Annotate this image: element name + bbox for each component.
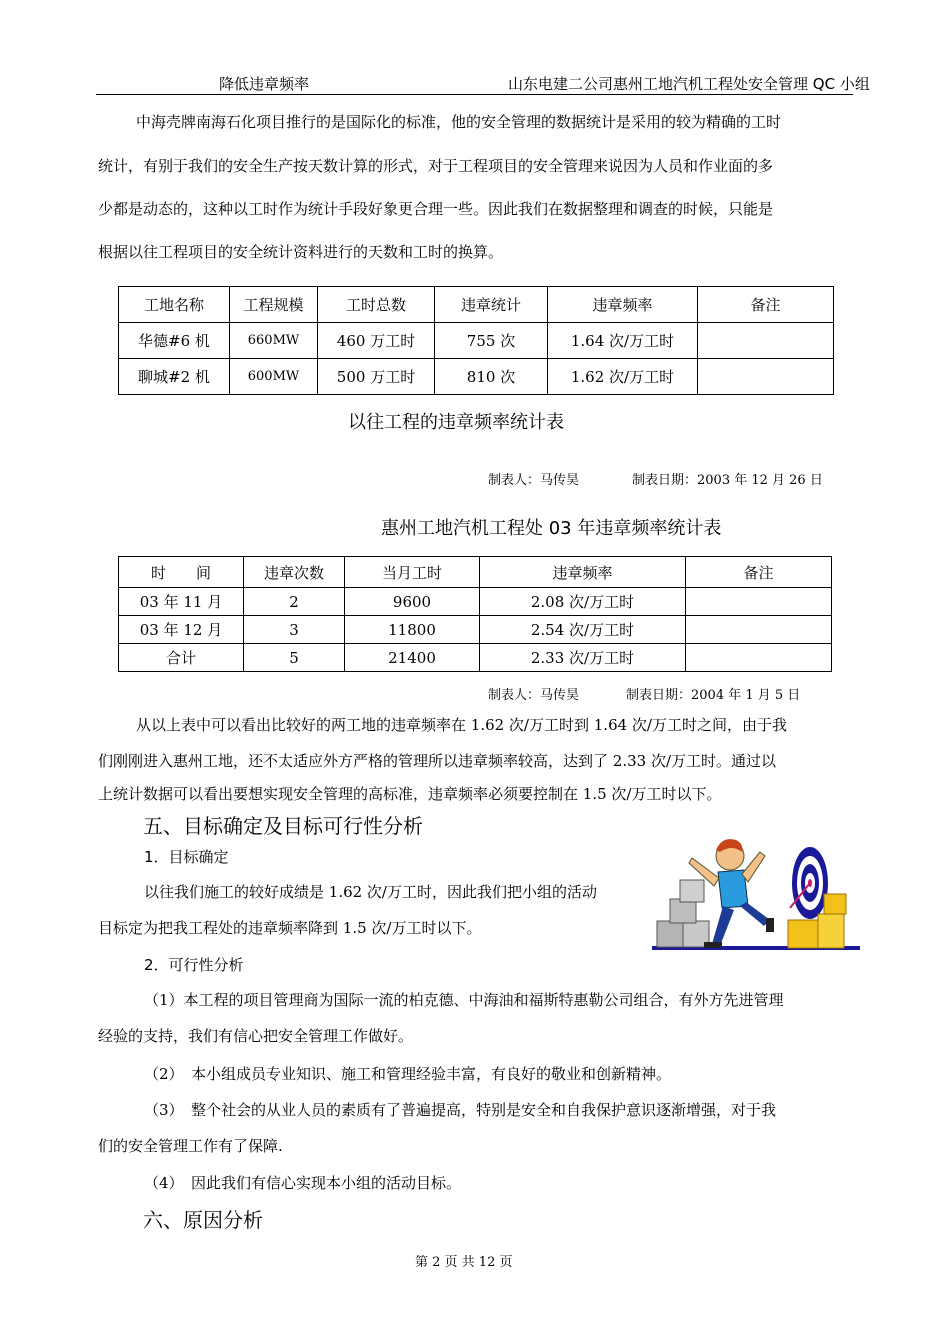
table-header-cell: 违章频率 — [548, 287, 698, 323]
table-cell: 660MW — [230, 323, 318, 359]
header-rule — [96, 94, 853, 95]
section5-subheading-2: 2．可行性分析 — [144, 956, 244, 974]
intro-line-4: 根据以往工程项目的安全统计资料进行的天数和工时的换算。 — [98, 243, 504, 261]
table-header-row — [119, 287, 834, 323]
page-number-footer: 第 2 页 共 12 页 — [415, 1255, 513, 1270]
table-cell: 755 次 — [435, 323, 548, 359]
table-cell: 9600 — [345, 588, 480, 616]
section5-subheading-1: 1．目标确定 — [144, 848, 229, 866]
table-cell: 2.08 次/万工时 — [480, 588, 686, 616]
table-cell: 2 — [244, 588, 345, 616]
header-right-title: 山东电建二公司惠州工地汽机工程处安全管理 QC 小组 — [508, 75, 870, 93]
table-row — [119, 588, 832, 616]
table-cell — [686, 616, 832, 644]
historical-frequency-table — [118, 286, 834, 395]
table-cell: 2.54 次/万工时 — [480, 616, 686, 644]
table-header-cell: 违章次数 — [244, 557, 345, 588]
table-header-cell: 备注 — [686, 557, 832, 588]
table-cell: 03 年 12 月 — [119, 616, 244, 644]
table-cell: 聊城#2 机 — [119, 359, 230, 395]
table-cell: 华德#6 机 — [119, 323, 230, 359]
target-icon — [790, 847, 828, 919]
table-row — [119, 359, 834, 395]
table-cell: 合计 — [119, 644, 244, 672]
section5-title: 五、目标确定及目标可行性分析 — [143, 814, 423, 838]
table-cell: 03 年 11 月 — [119, 588, 244, 616]
analysis-line-1: 从以上表中可以看出比较好的两工地的违章频率在 1.62 次/万工时到 1.64 次/万工时之间，由于我 — [136, 716, 787, 734]
table-header-cell: 时 间 — [119, 557, 244, 588]
intro-line-1: 中海壳牌南海石化项目推行的是国际化的标准，他的安全管理的数据统计是采用的较为精确的工时 — [136, 113, 782, 131]
feasibility-item-1: （1）本工程的项目管理商为国际一流的柏克德、中海油和福斯特惠勒公司组合，有外方先进管理 — [144, 991, 784, 1009]
table-cell — [686, 644, 832, 672]
table1-date: 制表日期：2003 年 12 月 26 日 — [632, 473, 823, 488]
table-header-cell: 工程规模 — [230, 287, 318, 323]
table-header-cell: 违章频率 — [480, 557, 686, 588]
analysis-line-3: 上统计数据可以看出要想实现安全管理的高标准，违章频率必须要控制在 1.5 次/万工时以下。 — [98, 785, 722, 803]
table-cell: 2.33 次/万工时 — [480, 644, 686, 672]
table-cell: 3 — [244, 616, 345, 644]
target-person-illustration — [652, 828, 862, 973]
table-cell: 500 万工时 — [318, 359, 435, 395]
goal-line-1: 以往我们施工的较好成绩是 1.62 次/万工时，因此我们把小组的活动 — [144, 883, 597, 901]
table-cell: 1.64 次/万工时 — [548, 323, 698, 359]
table-row — [119, 323, 834, 359]
table-cell: 460 万工时 — [318, 323, 435, 359]
analysis-line-2: 们刚刚进入惠州工地，还不太适应外方严格的管理所以违章频率较高，达到了 2.33 次/万工时。通过以 — [98, 752, 776, 770]
table2-maker: 制表人：马传昊 — [488, 688, 580, 703]
table-cell: 11800 — [345, 616, 480, 644]
table-header-cell: 当月工时 — [345, 557, 480, 588]
table-cell: 600MW — [230, 359, 318, 395]
gray-blocks — [657, 880, 709, 947]
goal-line-2: 目标定为把我工程处的违章频率降到 1.5 次/万工时以下。 — [98, 919, 482, 937]
table-cell: 21400 — [345, 644, 480, 672]
feasibility-item-3-cont: 们的安全管理工作有了保障. — [98, 1137, 283, 1155]
table-header-cell: 违章统计 — [435, 287, 548, 323]
table-row — [119, 616, 832, 644]
intro-line-3: 少都是动态的，这种以工时作为统计手段好象更合理一些。因此我们在数据整理和调查的时候，只能是 — [98, 200, 774, 218]
table-header-cell: 工地名称 — [119, 287, 230, 323]
table2-date: 制表日期：2004 年 1 月 5 日 — [626, 688, 801, 703]
table-header-cell: 备注 — [698, 287, 834, 323]
table-row — [119, 644, 832, 672]
section6-title: 六、原因分析 — [143, 1208, 263, 1232]
feasibility-item-3: （3） 整个社会的从业人员的素质有了普遍提高，特别是安全和自我保护意识逐渐增强，对于我 — [144, 1101, 777, 1119]
feasibility-item-2: （2） 本小组成员专业知识、施工和管理经验丰富，有良好的敬业和创新精神。 — [144, 1065, 672, 1083]
table-cell — [686, 588, 832, 616]
table-cell: 810 次 — [435, 359, 548, 395]
table-header-cell: 工时总数 — [318, 287, 435, 323]
table-cell: 1.62 次/万工时 — [548, 359, 698, 395]
table-cell — [698, 323, 834, 359]
header-left-title: 降低违章频率 — [219, 75, 310, 93]
table-cell — [698, 359, 834, 395]
table1-caption: 以往工程的违章频率统计表 — [348, 412, 564, 433]
table1-maker: 制表人：马传昊 — [488, 473, 580, 488]
table-header-row — [119, 557, 832, 588]
intro-line-2: 统计，有别于我们的安全生产按天数计算的形式，对于工程项目的安全管理来说因为人员和作业面的多 — [98, 157, 774, 175]
table2-title: 惠州工地汽机工程处 03 年违章频率统计表 — [381, 518, 722, 539]
huizhou-frequency-table — [118, 556, 832, 672]
table-cell: 5 — [244, 644, 345, 672]
feasibility-item-1-cont: 经验的支持，我们有信心把安全管理工作做好。 — [98, 1027, 414, 1045]
feasibility-item-4: （4） 因此我们有信心实现本小组的活动目标。 — [144, 1174, 462, 1192]
